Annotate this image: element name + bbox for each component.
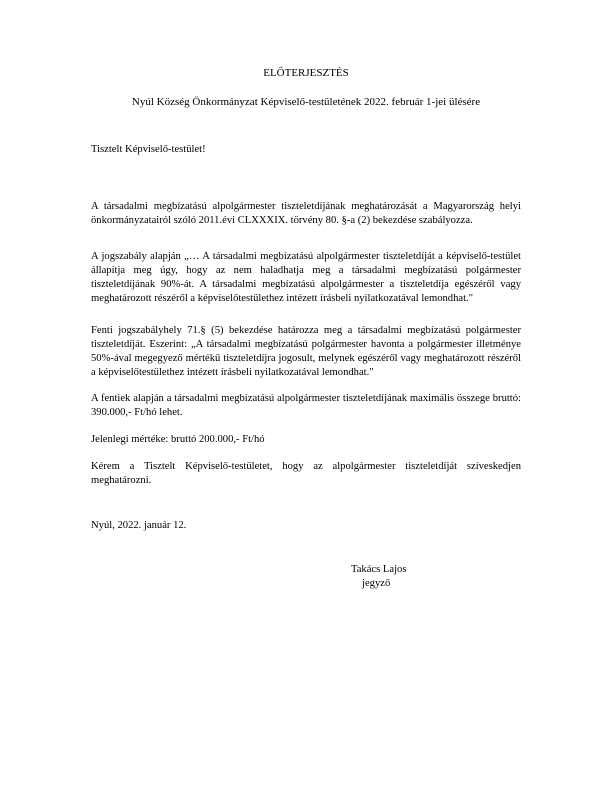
document-title: ELŐTERJESZTÉS — [263, 67, 349, 79]
paragraph-current-amount: Jelenlegi mértéke: bruttó 200.000,- Ft/hó — [91, 434, 265, 445]
paragraph-quoted-law: A jogszabály alapján „… A társadalmi megbízatású alpolgármester tiszteletdíját a képviselő-testület állapítja meg úgy, hogy az nem haladhatja meg a társadalmi megbízatású polgármester tiszteletdíjának 90%-át. A társadalmi megbízatású alpolgármester a tiszteletdíja egészéről vagy meghatározott részéről a képviselőtestülethez intézett írásbeli nyilatkozatával lemondhat." — [91, 251, 521, 304]
signature-name: Takács Lajos — [351, 564, 407, 575]
paragraph-maximum-amount: A fentiek alapján a társadalmi megbízatású alpolgármester tiszteletdíjának maximális összege bruttó: 390.000,- Ft/hó lehet. — [91, 393, 521, 418]
paragraph-request: Kérem a Tisztelt Képviselő-testületet, hogy az alpolgármester tiszteletdíját szíveskedjen meghatározni. — [91, 461, 521, 486]
date-line: Nyúl, 2022. január 12. — [91, 520, 187, 531]
paragraph-mayor-fee: Fenti jogszabályhely 71.§ (5) bekezdése határozza meg a társadalmi megbízatású polgármester tiszteletdíját. Eszerint: „A társadalmi megbízatású polgármester havonta a polgármester illetménye 50%-ával megegyező mértékű tiszteletdíjra jogosult, melynek egészéről vagy meghatározott részéről a képviselőtestülethez intézett írásbeli nyilatkozatával lemondhat." — [91, 325, 521, 378]
paragraph-legal-basis: A társadalmi megbízatású alpolgármester tiszteletdíjának meghatározását a Magyarország helyi önkormányzatairól szóló 2011.évi CLXXXIX. törvény 80. §-a (2) bekezdése szabályozza. — [91, 201, 521, 226]
document-subtitle: Nyúl Község Önkormányzat Képviselő-testületének 2022. február 1-jei ülésére — [131, 96, 481, 108]
signature-role: jegyző — [362, 578, 391, 589]
salutation: Tisztelt Képviselő-testület! — [91, 144, 206, 155]
